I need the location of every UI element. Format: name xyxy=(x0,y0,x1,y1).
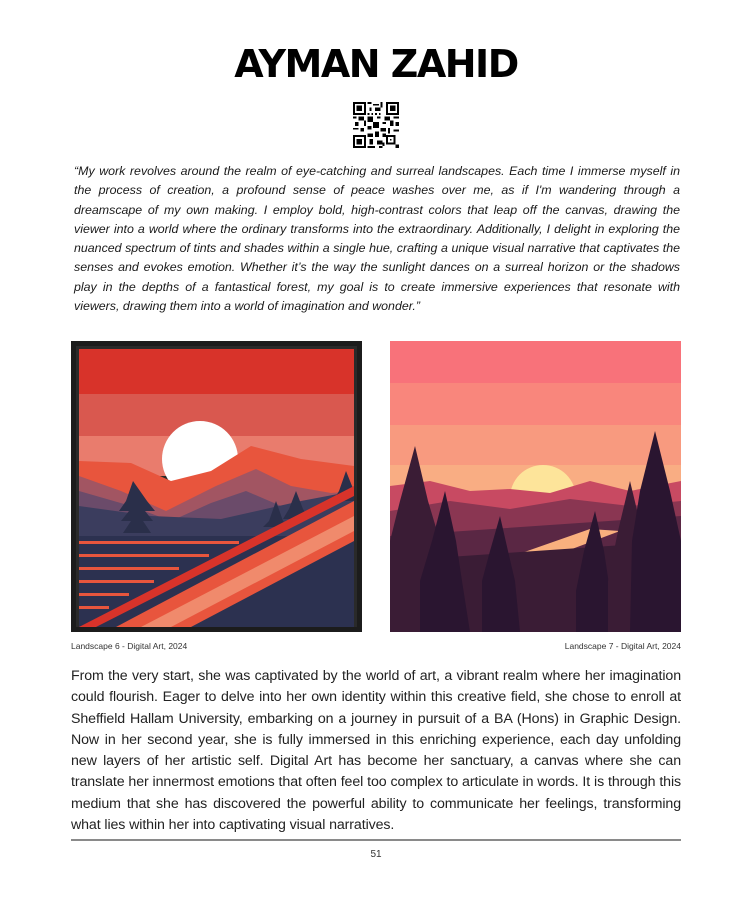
artist-quote: “My work revolves around the realm of eye-catching and surreal landscapes. Each time I immerse myself in the process of creation, a profound sense of peace washes over me, as if I'm wandering through a dreamscape of my own making. I employ bold, high-contrast colors that leap off the canvas, drawing the viewer into a world where the ordinary transforms into the extraordinary. Additionally, I delight in exploring the nuanced spectrum of tints and shades within a single hue, crafting a unique visual narrative that captivates the senses and evokes emotion. Whether it’s the way the sunlight dances on a surreal horizon or the shadows play in the depths of a fantastical forest, my goal is to create immersive experiences that resonate with viewers, drawing them into a world of imagination and wonder.” xyxy=(74,164,680,314)
footer-divider xyxy=(71,839,681,841)
page-number: 51 xyxy=(370,849,382,860)
artwork-caption-7: Landscape 7 - Digital Art, 2024 xyxy=(564,641,681,651)
artwork-landscape-7 xyxy=(390,341,681,632)
qr-code xyxy=(353,102,399,148)
page-title: AYMAN ZAHID xyxy=(234,42,518,86)
artwork-landscape-6 xyxy=(71,341,362,632)
biography-paragraph: From the very start, she was captivated by the world of art, a vibrant realm where her imagination could flourish. Eager to delve into her own identity within this creative field, she chose to enroll at Sheffield Hallam University, embarking on a journey in pursuit of a BA (Hons) in Graphic Design. Now in her second year, she is fully immersed in this enriching experience, each day unfolding new layers of her artistic self. Digital Art has become her sanctuary, a canvas where she can translate her innermost emotions that often feel too complex to articulate in words. It is through this medium that she has discovered the powerful ability to communicate her feelings, transforming what lies within her into captivating visual narratives. xyxy=(71,668,681,834)
artwork-caption-6: Landscape 6 - Digital Art, 2024 xyxy=(71,641,188,651)
